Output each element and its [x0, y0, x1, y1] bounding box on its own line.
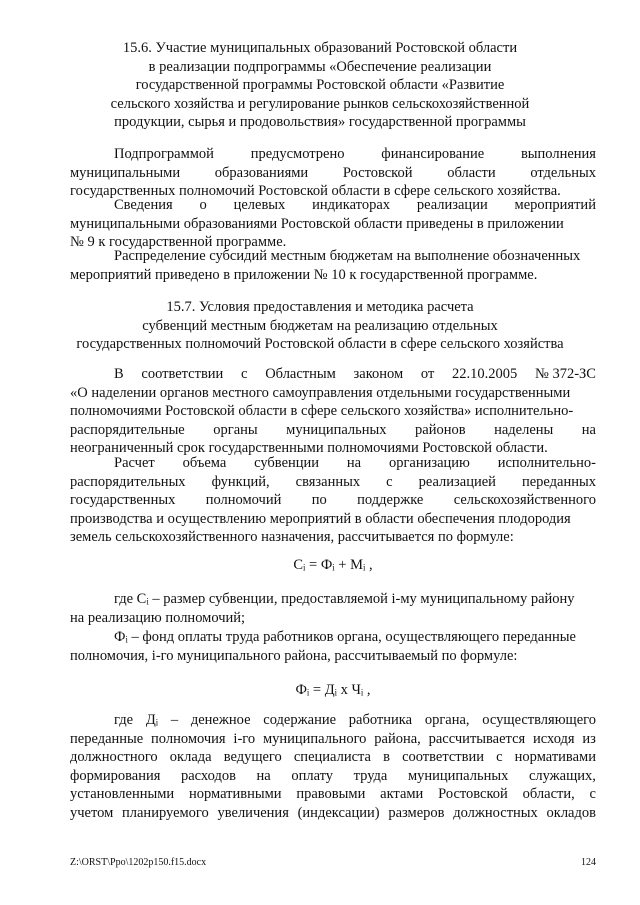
- word: нормативами: [514, 749, 596, 766]
- word: муниципальных: [286, 421, 387, 438]
- text-line: [70, 164, 596, 183]
- word: окладов: [546, 804, 596, 821]
- paragraph-regional-law: [70, 365, 596, 458]
- word: установленными: [70, 786, 175, 803]
- word: труда: [353, 767, 388, 784]
- word: функций,: [211, 473, 270, 490]
- text-line: [70, 196, 596, 215]
- word: размеров: [388, 804, 445, 821]
- word: i-го: [233, 730, 256, 747]
- text-line: «О наделении органов местного самоуправления отдельными государственными: [70, 384, 571, 401]
- word: должностных: [453, 804, 538, 821]
- word: № 372-ЗС: [535, 366, 596, 382]
- word: области,: [522, 786, 575, 803]
- word: о: [199, 197, 207, 213]
- word: служащих,: [528, 767, 596, 784]
- word: нормативными: [188, 786, 282, 803]
- word: Подпрограммой: [114, 146, 214, 162]
- section-heading-15-7: [40, 298, 600, 354]
- text-line: земель сельскохозяйственного назначения, рассчитывается по формуле:: [70, 529, 514, 546]
- word: из: [582, 730, 596, 747]
- heading-line: 15.7. Условия предоставления и методика расчета: [166, 299, 474, 315]
- word: работника: [348, 712, 413, 728]
- text-line: производства и осуществлению мероприятий в области обеспечения плодородия: [70, 510, 571, 527]
- word: предусмотрено: [250, 146, 345, 162]
- word: образованиями: [214, 164, 309, 181]
- word: осуществляющего: [482, 712, 596, 728]
- word: области: [447, 164, 496, 181]
- word: Дᵢ: [145, 712, 159, 728]
- word: на: [346, 455, 362, 471]
- word: В: [114, 366, 124, 382]
- word: оплату: [291, 767, 334, 784]
- paragraph-subprogram-financing: [70, 145, 596, 201]
- word: наделены: [494, 421, 554, 438]
- text-line: [70, 454, 596, 473]
- word: Областным: [265, 366, 336, 382]
- word: объема: [182, 455, 227, 471]
- word: на: [256, 767, 271, 784]
- text-line: [70, 748, 596, 767]
- word: на: [581, 421, 596, 438]
- word: –: [170, 712, 179, 728]
- text-line: [70, 804, 596, 823]
- word: Сведения: [114, 197, 173, 213]
- footer-file-path: Z:\ORST\Ppo\1202p150.f15.docx: [70, 857, 207, 868]
- word: с: [241, 366, 248, 382]
- word: с: [386, 473, 393, 490]
- word: Ростовской: [342, 164, 413, 181]
- word: муниципальными: [70, 164, 181, 181]
- word: оклада: [169, 749, 212, 766]
- heading-line: субвенций местным бюджетам на реализацию отдельных: [142, 317, 498, 334]
- footer-page-number: 124: [581, 857, 596, 868]
- word: соответствии: [141, 366, 224, 382]
- text-line: [70, 145, 596, 164]
- text-line: [70, 711, 596, 730]
- word: Ростовской: [438, 786, 508, 803]
- heading-line: в реализации подпрограммы «Обеспечение реализации: [148, 58, 492, 75]
- text-line: государственных полномочий Ростовской области в сфере сельского хозяйства.: [70, 183, 561, 200]
- word: должностного: [70, 749, 158, 766]
- word: рассчитывается: [428, 730, 526, 747]
- word: содержание: [263, 712, 337, 728]
- text-line: [70, 785, 596, 804]
- word: организацию: [388, 455, 470, 471]
- text-line: [70, 767, 596, 786]
- text-line: неограниченный срок государственными полномочиями Ростовской области.: [70, 440, 548, 457]
- word: актами: [380, 786, 424, 803]
- word: формирования: [70, 767, 161, 784]
- text-line: № 9 к государственной программе.: [70, 234, 287, 251]
- section-heading-15-6: [40, 39, 600, 132]
- word: муниципальных: [407, 767, 509, 784]
- text-line: мероприятий приведено в приложении № 10 к государственной программе.: [70, 266, 538, 283]
- heading-line: государственной программы Ростовской области «Развитие: [135, 77, 505, 94]
- heading-line: 15.6. Участие муниципальных образований Ростовской области: [122, 40, 518, 56]
- word: сельскохозяйственного: [453, 492, 596, 509]
- word: государственных: [70, 492, 176, 509]
- word: по: [311, 492, 327, 509]
- heading-line: государственных полномочий Ростовской области в сфере сельского хозяйства: [76, 336, 564, 353]
- text-line: полномочиями Ростовской области в сфере сельского хозяйства» исполнительно-: [70, 403, 574, 420]
- word: увеличения: [217, 804, 289, 821]
- word: связанных: [295, 473, 361, 490]
- heading-line: сельского хозяйства и регулирование рынков сельскохозяйственной: [110, 95, 530, 112]
- word: с: [496, 749, 503, 766]
- formula-subvention: Сᵢ = Фᵢ + Мᵢ ,: [293, 557, 373, 573]
- heading-line: продукции, сырья и продовольствия» государственной программы: [114, 114, 526, 131]
- word: финансирование: [381, 146, 485, 162]
- word: планируемого: [122, 804, 209, 821]
- text-line: муниципальными образованиями Ростовской области приведены в приложении: [70, 215, 564, 232]
- text-line: Фᵢ – фонд оплаты труда работников органа, осуществляющего переданные: [114, 629, 576, 645]
- word: полномочий: [205, 492, 282, 509]
- word: распорядительные: [70, 421, 185, 438]
- word: в: [383, 749, 390, 766]
- paragraph-salary-definition: [70, 711, 596, 823]
- word: реализации: [416, 197, 488, 213]
- word: муниципального: [262, 730, 367, 747]
- text-line: [70, 473, 596, 492]
- word: мероприятий: [514, 197, 596, 213]
- word: районов: [415, 421, 466, 438]
- word: выполнения: [520, 146, 596, 162]
- word: расходов: [181, 767, 236, 784]
- text-line: полномочия, i-го муниципального района, рассчитываемый по формуле:: [70, 647, 518, 664]
- word: исходя: [533, 730, 575, 747]
- word: переданные: [70, 730, 144, 747]
- word: законом: [353, 366, 404, 382]
- word: исполнительно-: [497, 455, 596, 471]
- text-line: Распределение субсидий местным бюджетам на выполнение обозначенных: [114, 248, 581, 264]
- formula-wage-fund: Фᵢ = Дᵢ х Чᵢ ,: [295, 682, 371, 698]
- word: с: [589, 786, 596, 803]
- text-line: [70, 365, 596, 384]
- text-line: [70, 421, 596, 440]
- word: реализацией: [418, 473, 496, 490]
- text-line: на реализацию полномочий;: [70, 609, 246, 626]
- word: специалиста: [293, 749, 371, 766]
- word: распорядительных: [70, 473, 186, 490]
- word: субвенции: [254, 455, 320, 471]
- word: правовыми: [296, 786, 366, 803]
- word: отдельных: [530, 164, 596, 181]
- text-line: где Сᵢ – размер субвенции, предоставляемой i-му муниципальному району: [114, 591, 575, 607]
- word: поддержке: [357, 492, 424, 509]
- word: где: [114, 712, 134, 728]
- word: от: [420, 366, 435, 382]
- paragraph-subvention-calculation: [70, 454, 596, 547]
- text-line: [70, 491, 596, 510]
- paragraph-subvention-definition: [70, 590, 596, 627]
- word: переданных: [521, 473, 596, 490]
- word: района,: [374, 730, 421, 747]
- word: Расчет: [114, 455, 155, 471]
- word: учетом: [70, 804, 114, 821]
- word: полномочия: [151, 730, 226, 747]
- text-line: [70, 730, 596, 749]
- word: 22.10.2005: [452, 366, 518, 382]
- paragraph-wage-fund-definition: [70, 628, 596, 665]
- word: соответствии: [402, 749, 484, 766]
- word: ведущего: [223, 749, 282, 766]
- paragraph-indicators: [70, 196, 596, 252]
- word: денежное: [190, 712, 251, 728]
- word: целевых: [233, 197, 286, 213]
- word: (индексации): [297, 804, 380, 821]
- paragraph-subsidy-distribution: [70, 247, 596, 284]
- word: индикаторах: [312, 197, 391, 213]
- word: органы: [213, 421, 258, 438]
- word: органа,: [424, 712, 470, 728]
